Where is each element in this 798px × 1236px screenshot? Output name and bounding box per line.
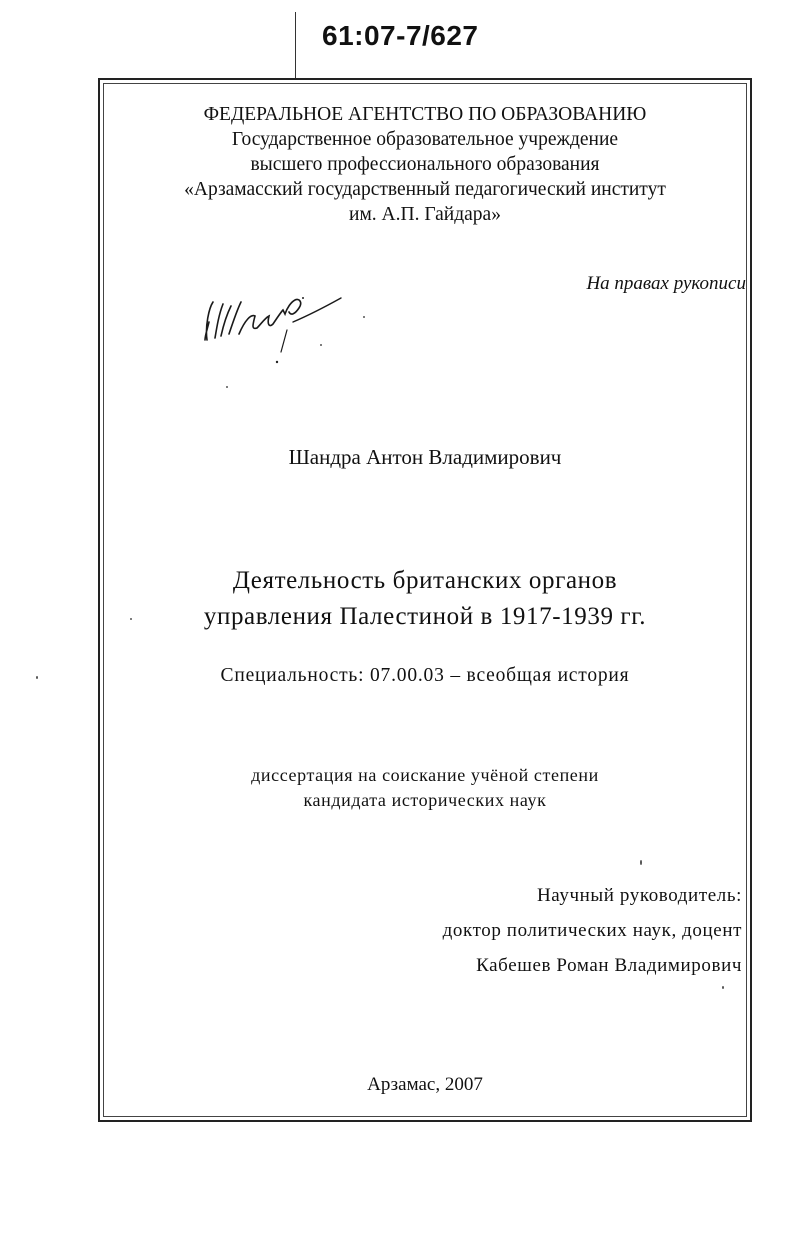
- degree-statement: [103, 763, 747, 813]
- specialty: Специальность: 07.00.03 – всеобщая история: [220, 665, 630, 686]
- institution-line-4: им. А.П. Гайдара»: [349, 204, 501, 225]
- scan-speck: [320, 344, 322, 346]
- institution-line-3: «Арзамасский государственный педагогический институт: [184, 179, 666, 200]
- supervisor-block: [443, 878, 742, 983]
- place-and-year: Арзамас, 2007: [367, 1074, 483, 1095]
- degree-line-2: кандидата исторических наук: [303, 790, 547, 810]
- supervisor-name: Кабешев Роман Владимирович: [476, 955, 742, 976]
- author-name: Шандра Антон Владимирович: [288, 445, 562, 469]
- institution-header: [140, 102, 710, 227]
- title-line-2: управления Палестиной в 1917-1939 гг.: [203, 603, 647, 630]
- scan-speck: [363, 316, 365, 318]
- scan-speck: [722, 986, 724, 989]
- dissertation-title: [103, 563, 747, 635]
- stamp-divider-vertical: [295, 12, 296, 80]
- supervisor-label: Научный руководитель:: [536, 885, 742, 906]
- manuscript-rights-note: На правах рукописи: [586, 273, 746, 294]
- handwritten-signature: [195, 278, 355, 378]
- scan-speck: [226, 386, 228, 388]
- scan-speck: [130, 618, 132, 620]
- scan-speck: [36, 676, 38, 679]
- title-line-1: Деятельность британских органов: [232, 567, 618, 594]
- degree-line-1: диссертация на соискание учёной степени: [251, 765, 599, 785]
- supervisor-rank: доктор политических наук, доцент: [442, 920, 742, 941]
- library-stamp-code: 61:07-7/627: [322, 20, 479, 51]
- institution-line-2: высшего профессионального образования: [250, 154, 600, 175]
- agency-name: ФЕДЕРАЛЬНОЕ АГЕНТСТВО ПО ОБРАЗОВАНИЮ: [203, 104, 647, 125]
- scan-speck: [640, 860, 642, 865]
- institution-line-1: Государственное образовательное учреждение: [231, 129, 619, 150]
